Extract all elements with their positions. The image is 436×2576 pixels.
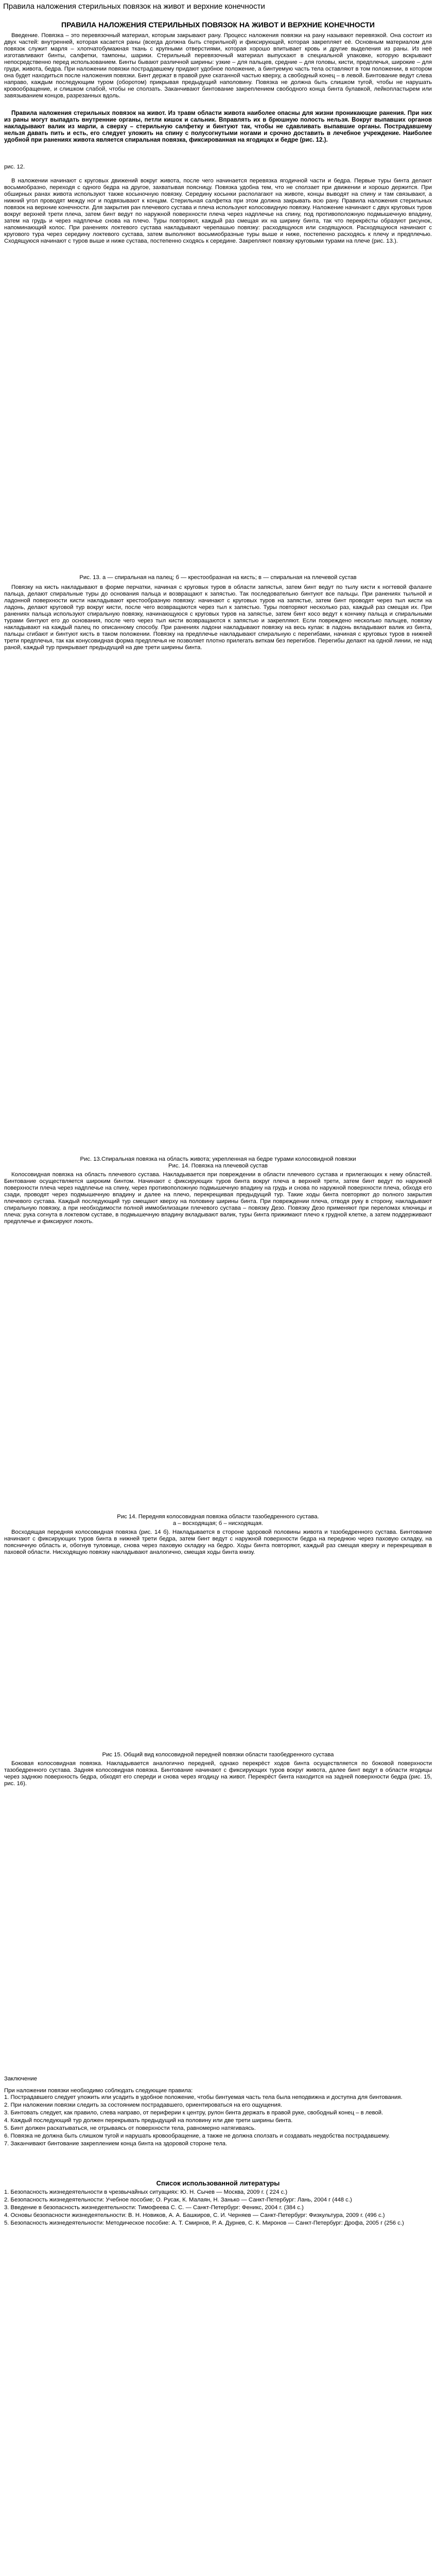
figure-14b-caption: Рис. 14. Повязка на плечевой сустав <box>168 1163 268 1169</box>
conclusion-lead: При наложении повязки необходимо соблюдать следующие правила: <box>4 2088 193 2094</box>
list-item: 3. Введение в безопасность жизнедеятельности: Тимофеева С. С. — Санкт-Петербург: Феникс, 2004 г. (384 с.) <box>4 2205 304 2211</box>
conclusion-title: Заключение <box>4 2076 37 2082</box>
list-item: 4. Каждый последующий тур должен перекрывать предыдущий на половину или две трети ширины бинта. <box>4 2117 293 2124</box>
references-title: Список использованной литературы <box>156 2179 280 2187</box>
figure-15-caption: Рис 15. Общий вид колосовидной передней повязки области тазобедренного сустава <box>102 1752 334 1758</box>
list-item: 2. Безопасность жизнедеятельности: Учебное пособие; О. Русак, К. Малаян, Н. Занько — Санкт-Петербург: Лань, 2004 г (448 с.) <box>4 2197 352 2203</box>
list-item: 5. Бинт должен раскатываться, не отрываясь от поверхности тела, равномерно натягиваясь. <box>4 2125 256 2131</box>
figure-14-paragraph: Колосовидная повязка на область плечевого сустава. Накладывается при повреждении в области плечевого сустава и прилегающих к нему областей. Бинтование осуществляется широким бинтом. Начинают с фиксирующих туров бинта вокруг плеча в верхней трети, затем бинт ведут по наружной поверхности плеча через надплечье на спину, через противоположную подмышечную впадину на грудь и снова по наружной поверхности плеча, обходя его сзади, проводят через подмышечную впадину и далее на плечо, перекрещивая предыдущий тур. Такие ходы бинта повторяют до полного закрытия плечевого сустава. Каждый последующий тур смещают кверху на половину ширины бинта. При повреждении плеча, отводя руку в сторону, накладывают спиральную повязку, а при необходимости полной иммобилизации плечевого сустава – повязку Дезо. Повязку Дезо применяют при переломах ключицы и плеча: рука согнута в локтевом суставе, в подмышечную впадину вкладывают валик, туры бинта прижимают плечо к грудной клетке, а затем поддерживают предплечье и фиксируют локоть. <box>4 1172 432 1225</box>
main-title: ПРАВИЛА НАЛОЖЕНИЯ СТЕРИЛЬНЫХ ПОВЯЗОК НА ЖИВОТ И ВЕРХНИЕ КОНЕЧНОСТИ <box>61 21 375 29</box>
list-item: 7. Заканчивают бинтование закреплением конца бинта на здоровой стороне тела. <box>4 2141 228 2147</box>
intro-paragraph: Введение. Повязка – это перевязочный материал, которым закрывают рану. Процесс наложения повязки на рану называют перевязкой. Она состоит из двух частей: внутренней, которая касается раны (всегда должна быть стерильной) и фиксирующей, которая закрепляет её. Основным материалом для повязок служит марля – хлопчатобумажная ткань с крупными отверстиями, которая хорошо впитывает кровь и другие выделения из раны. Из неё изготавливают бинты, салфетки, тампоны, шарики. Стерильный перевязочный материал выпускают в специальной упаковке, которую вскрывают непосредственно перед использованием. Бинты бывают различной ширины: узкие – для пальцев, средние – для головы, кисти, предплечья, широкие – для груди, живота, бедра. При наложении повязки пострадавшему придают удобное положение, а бинтуемую часть тела оставляют в том положении, в котором она будет находиться после наложения повязки. Бинт держат в правой руке скатанной частью кверху, а свободный конец – в левой. Бинтование ведут слева направо, каждым последующим туром (оборотом) прикрывая предыдущий наполовину. Повязка не должна быть слишком тугой, чтобы не нарушать кровообращение, и слишком слабой, чтобы не сползать. Заканчивают бинтование закреплением свободного конца бинта булавкой, лейкопластырем или завязыванием концов, разрезанных вдоль. <box>4 32 432 99</box>
figure-14a-caption: Рис. 13.Спиральная повязка на область живота; укрепленная на бедре турами колосовидной повязки <box>80 1156 356 1162</box>
list-item: 5. Безопасность жизнедеятельности: Методическое пособие: А. Т. Смирнов, Р. А. Дурнев, С. К. Миронов — Санкт-Петербург: Дрофа, 2005 г (256 с.) <box>4 2220 404 2226</box>
figure-14d-caption: а – восходящая; б – нисходящая. <box>172 1520 264 1527</box>
list-item: 3. Бинтовать следует, как правило, слева направо, от периферии к центру, рулон бинта держать в правой руке, свободный конец – в левой. <box>4 2110 383 2116</box>
figure-13-paragraph: Повязку на кисть накладывают в форме перчатки, начиная с круговых туров в области запястья, затем бинт ведут по тылу кисти к ногтевой фаланге пальца, делают спиральные туры до основания пальца и возвращают к запястью. Так последовательно бинтуют все пальцы. При ранениях тыльной и ладонной поверхности кисти накладывают крестообразную повязку: начинают с круговых туров на запястье, затем бинт проводят через тыл кисти на ладонь, делают круговой тур вокруг кисти, после чего возвращаются через тыл к запястью. Туры повторяют несколько раз, каждый раз смещая их. При ранениях пальца используют спиральную повязку, начинающуюся с круговых туров на запястье, затем бинт косо ведут к кончику пальца и спиральными турами бинтуют его до основания, после чего через тыл кисти возвращаются к запястью и закрепляют. Если повреждено несколько пальцев, повязку накладывают на каждый палец по описанному способу. При ранениях ладони накладывают повязку на весь кулак: в ладонь вкладывают валик из бинта, пальцы сгибают и бинтуют кисть в таком положении. Повязку на предплечье накладывают спиральную с перегибами, начиная с круговых туров в нижней трети предплечья, так как конусовидная форма предплечья не позволяет плотно прилегать виткам без перегибов. Перегибы делают на одной линии, не над раной, каждый тур прикрывает предыдущий на две трети ширины бинта. <box>4 584 432 651</box>
list-item: 1. Пострадавшего следует уложить или усадить в удобное положение, чтобы бинтуемая часть тела была неподвижна и доступна для бинтования. <box>4 2094 403 2100</box>
figure-12-paragraph: В наложении начинают с круговых движений вокруг живота, после чего начинается перевязка ягодичной части и бедра. Первые туры бинта делают восьмиобразно, переходя с одного бедра на другое, захватывая поясницу. Повязка удобна тем, что не сползает при движении и хорошо держится. При обширных ранах живота используют также косыночную повязку. Середину косынки располагают на животе, концы выводят на спину и там связывают, а нижний угол проводят между ног и подвязывают к концам. Стерильная салфетка при этом должна закрывать всю рану. Правила наложения стерильных повязок на верхние конечности. Для закрытия ран плечевого сустава и плеча используют колосовидную повязку. Наложение начинают с двух круговых туров вокруг верхней трети плеча, затем бинт ведут по наружной поверхности плеча через надплечье на спину, под противоположную подмышечную впадину, затем на грудь и через надплечье снова на плечо. Туры повторяют, каждый раз смещая их на ширину бинта, так что перекрёсты образуют рисунок, напоминающий колос. При ранениях локтевого сустава накладывают черепашью повязку: расходящуюся или сходящуюся. Расходящуюся начинают с кругового тура через середину локтевого сустава, затем выполняют восьмиобразные туры выше и ниже, постепенно расходясь к плечу и предплечью. Сходящуюся начинают с туров выше и ниже сустава, постепенно сходясь к середине. Закрепляют повязку круговыми турами на плече (рис. 13.). <box>4 178 432 244</box>
list-item: 6. Повязка не должна быть слишком тугой и нарушать кровообращение, а также не должна сползать и создавать неудобства пострадавшему. <box>4 2133 390 2139</box>
figure-12-label: рис. 12. <box>4 164 25 170</box>
abdomen-bold-paragraph: Правила наложения стерильных повязок на живот. Из травм области живота наиболее опасны для жизни проникающие ранения. При них из раны могут выпадать внутренние органы, петли кишок и сальник. Вправлять их в брюшную полость нельзя. Вокруг выпавших органов накладывают валик из марли, а сверху – стерильную салфетку и бинтуют так, чтобы не сдавливать выпавшие органы. Пострадавшему нельзя давать пить и есть, его следует уложить на спину с полусогнутыми ногами и срочно доставить в лечебное учреждение. Наиболее удобной при ранениях живота является спиральная повязка, фиксированная на ягодицах и бедре (рис. 12.). <box>4 110 432 143</box>
list-item: 1. Безопасность жизнедеятельности в чрезвычайных ситуациях: Ю. Н. Сычев — Москва, 2009 г. ( 224 с.) <box>4 2189 288 2195</box>
rules-list <box>4 2094 432 2147</box>
figure-13-caption: Рис. 13. а — спиральная на палец; б — крестообразная на кисть; в — спиральная на плечевой сустав <box>79 574 357 581</box>
figure-14c-paragraph: Восходящая передняя колосовидная повязка (рис. 14 б). Накладывается в стороне здоровой половины живота и тазобедренного сустава. Бинтование начинают с фиксирующих туров бинта в нижней трети бедра, затем бинт ведут с наружной поверхности бедра на переднюю через паховую складку, на поясничную область и, обогнув туловище, снова через паховую складку на бедро. Ходы бинта повторяют, каждый раз смещая кверху и перекрещивая в паховой области. Нисходящую повязку накладывают аналогично, смещая ходы бинта книзу. <box>4 1529 432 1555</box>
figure-15-paragraph: Боковая колосовидная повязка. Накладывается аналогично передней, однако перекрёст ходов бинта осуществляется по боковой поверхности тазобедренного сустава. Задняя колосовидная повязка. Бинтование начинают с фиксирующих туров вокруг живота, далее бинт ведут в области ягодицы через заднюю поверхность бедра, обходят его спереди и снова через ягодицу на живот. Перекрёст бинта находится на задней поверхности бедра (рис. 15, рис. 16). <box>4 1760 432 1787</box>
list-item: 4. Основы безопасности жизнедеятельности: В. Н. Новиков, А. А. Башкиров, С. И. Черняев — Санкт-Петербург: Физкультура, 2009 г. (496 с.) <box>4 2212 385 2218</box>
page-heading: Правила наложения стерильных повязок на живот и верхние конечности <box>3 2 265 11</box>
list-item: 2. При наложении повязки следить за состоянием пострадавшего, ориентироваться на его ощущения. <box>4 2102 283 2108</box>
references-list <box>4 2189 432 2227</box>
figure-14c-caption: Рис 14. Передняя колосовидная повязка области тазобедренного сустава. <box>117 1514 319 1520</box>
